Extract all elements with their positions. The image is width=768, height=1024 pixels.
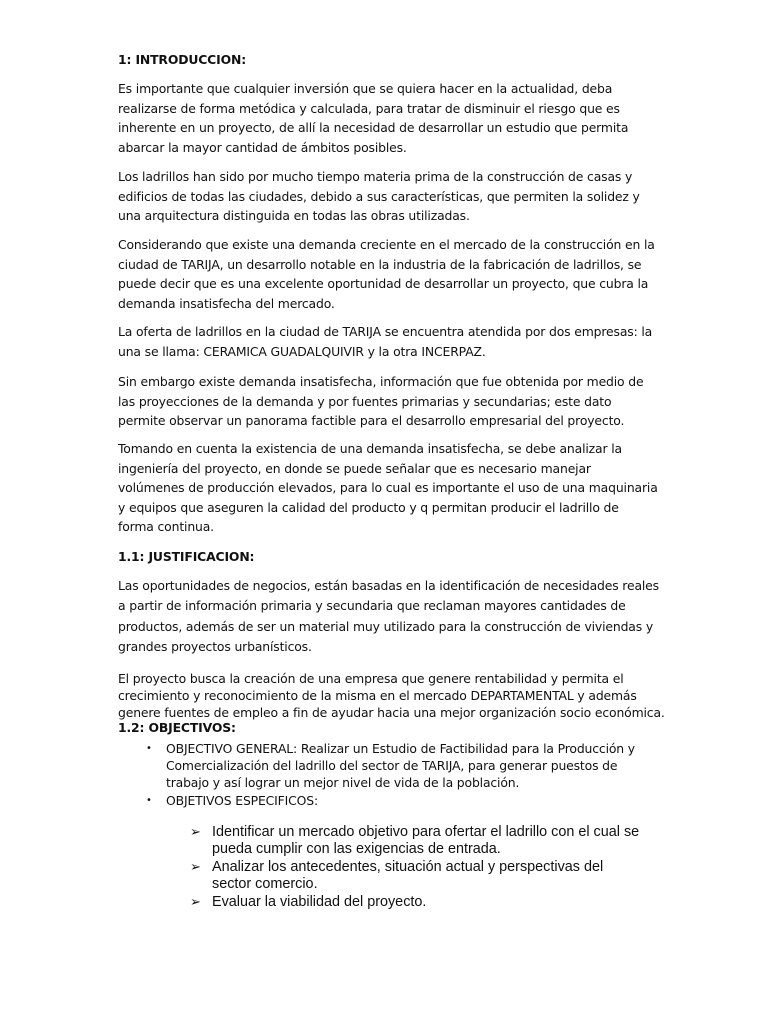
text-line: realizarse de forma metódica y calculada, para tratar de disminuir el riesgo que es: [118, 100, 620, 116]
text-line: abarcar la mayor cantidad de ámbitos posibles.: [118, 139, 407, 155]
justification-heading: 1.1: JUSTIFICACION:: [118, 549, 255, 564]
justification-paragraph: [118, 576, 738, 658]
text-line: una se llama: CERAMICA GUADALQUIVIR y la otra INCERPAZ.: [118, 343, 486, 359]
text-line: El proyecto busca la creación de una empresa que genere rentabilidad y permita el: [118, 671, 624, 686]
text-line: Las oportunidades de negocios, están basadas en la identificación de necesidades reales: [118, 578, 659, 593]
text-line: demanda insatisfecha del mercado.: [118, 295, 335, 311]
text-line: Analizar los antecedentes, situación actual y perspectivas del: [212, 859, 604, 876]
arrow-bullet-icon: ➢: [190, 824, 201, 839]
text-line: La oferta de ladrillos en la ciudad de TARIJA se encuentra atendida por dos empresas: la: [118, 324, 653, 339]
arrow-bullet-icon: ➢: [190, 894, 201, 910]
text-line: Considerando que existe una demanda creciente en el mercado de la construcción en la: [118, 237, 655, 252]
arrow-bullet-icon: ➢: [190, 859, 201, 875]
objective-general-item: [118, 740, 738, 792]
objectives-heading: 1.2: OBJECTIVOS:: [118, 720, 236, 735]
text-line: grandes proyectos urbanísticos.: [118, 639, 312, 655]
intro-paragraph: [118, 167, 738, 226]
text-line: inherente en un proyecto, de allí la necesidad de desarrollar un estudio que permita: [118, 120, 629, 136]
intro-paragraph: [118, 439, 738, 537]
text-line: Comercialización del ladrillo del sector de TARIJA, para generar puestos de: [166, 758, 618, 774]
text-line: edificios de todas las ciudades, debido a sus características, que permiten la solidez y: [118, 188, 640, 204]
text-line: genere fuentes de empleo a fin de ayudar hacia una mejor organización socio económica.: [118, 705, 665, 721]
intro-paragraph: [118, 235, 738, 313]
text-line: ingeniería del proyecto, en donde se puede señalar que es necesario manejar: [118, 460, 591, 476]
bullet-icon: •: [146, 743, 152, 754]
intro-paragraph: [118, 372, 738, 431]
intro-paragraph: [118, 322, 738, 361]
text-line: ciudad de TARIJA, un desarrollo notable en la industria de la fabricación de ladrillos, se: [118, 256, 642, 272]
text-line: las proyecciones de la demanda y por fuentes primarias y secundarias; este dato: [118, 393, 612, 409]
text-line: sector comercio.: [212, 875, 318, 892]
intro-paragraph: [118, 79, 738, 157]
text-line: a partir de información primaria y secundaria que reclaman mayores cantidades de: [118, 598, 626, 614]
specific-objective-item: [190, 859, 710, 892]
specific-objective-item: [190, 894, 710, 911]
text-line: OBJECTIVO GENERAL: Realizar un Estudio de Factibilidad para la Producción y: [166, 741, 635, 756]
text-line: productos, además de ser un material muy utilizado para la construcción de viviendas y: [118, 618, 654, 634]
text-line: Los ladrillos han sido por mucho tiempo materia prima de la construcción de casas y: [118, 169, 633, 184]
text-line: Sin embargo existe demanda insatisfecha, información que fue obtenida por medio de: [118, 374, 644, 389]
objectives-list: [118, 740, 738, 809]
objective-specific-item: [118, 792, 738, 809]
text-line: volúmenes de producción elevados, para lo cual es importante el uso de una maquinaria: [118, 480, 658, 496]
text-line: Identificar un mercado objetivo para ofertar el ladrillo con el cual se: [212, 824, 640, 840]
text-line: y equipos que aseguren la calidad del producto y q permitan producir el ladrillo de: [118, 499, 619, 515]
text-line: crecimiento y reconocimiento de la misma en el mercado DEPARTAMENTAL y además: [118, 688, 637, 704]
text-line: Evaluar la viabilidad del proyecto.: [212, 894, 427, 911]
text-line: una arquitectura distinguida en todas las obras utilizadas.: [118, 208, 470, 224]
bullet-icon: •: [146, 794, 152, 806]
text-line: permite observar un panorama factible para el desarrollo empresarial del proyecto.: [118, 413, 625, 429]
text-line: Tomando en cuenta la existencia de una demanda insatisfecha, se debe analizar la: [118, 441, 622, 456]
text-line: OBJETIVOS ESPECIFICOS:: [166, 792, 319, 808]
justification-paragraph: [118, 670, 738, 722]
specific-objective-item: [190, 824, 710, 857]
text-line: trabajo y así lograr un mejor nivel de vida de la población.: [166, 775, 520, 791]
text-line: pueda cumplir con las exigencias de entrada.: [212, 840, 501, 857]
specific-objectives-list: [190, 824, 710, 913]
text-line: Es importante que cualquier inversión que se quiera hacer en la actualidad, deba: [118, 81, 613, 96]
intro-heading: 1: INTRODUCCION:: [118, 52, 246, 67]
text-line: forma continua.: [118, 519, 214, 535]
text-line: puede decir que es una excelente oportunidad de desarrollar un proyecto, que cubra la: [118, 276, 649, 292]
